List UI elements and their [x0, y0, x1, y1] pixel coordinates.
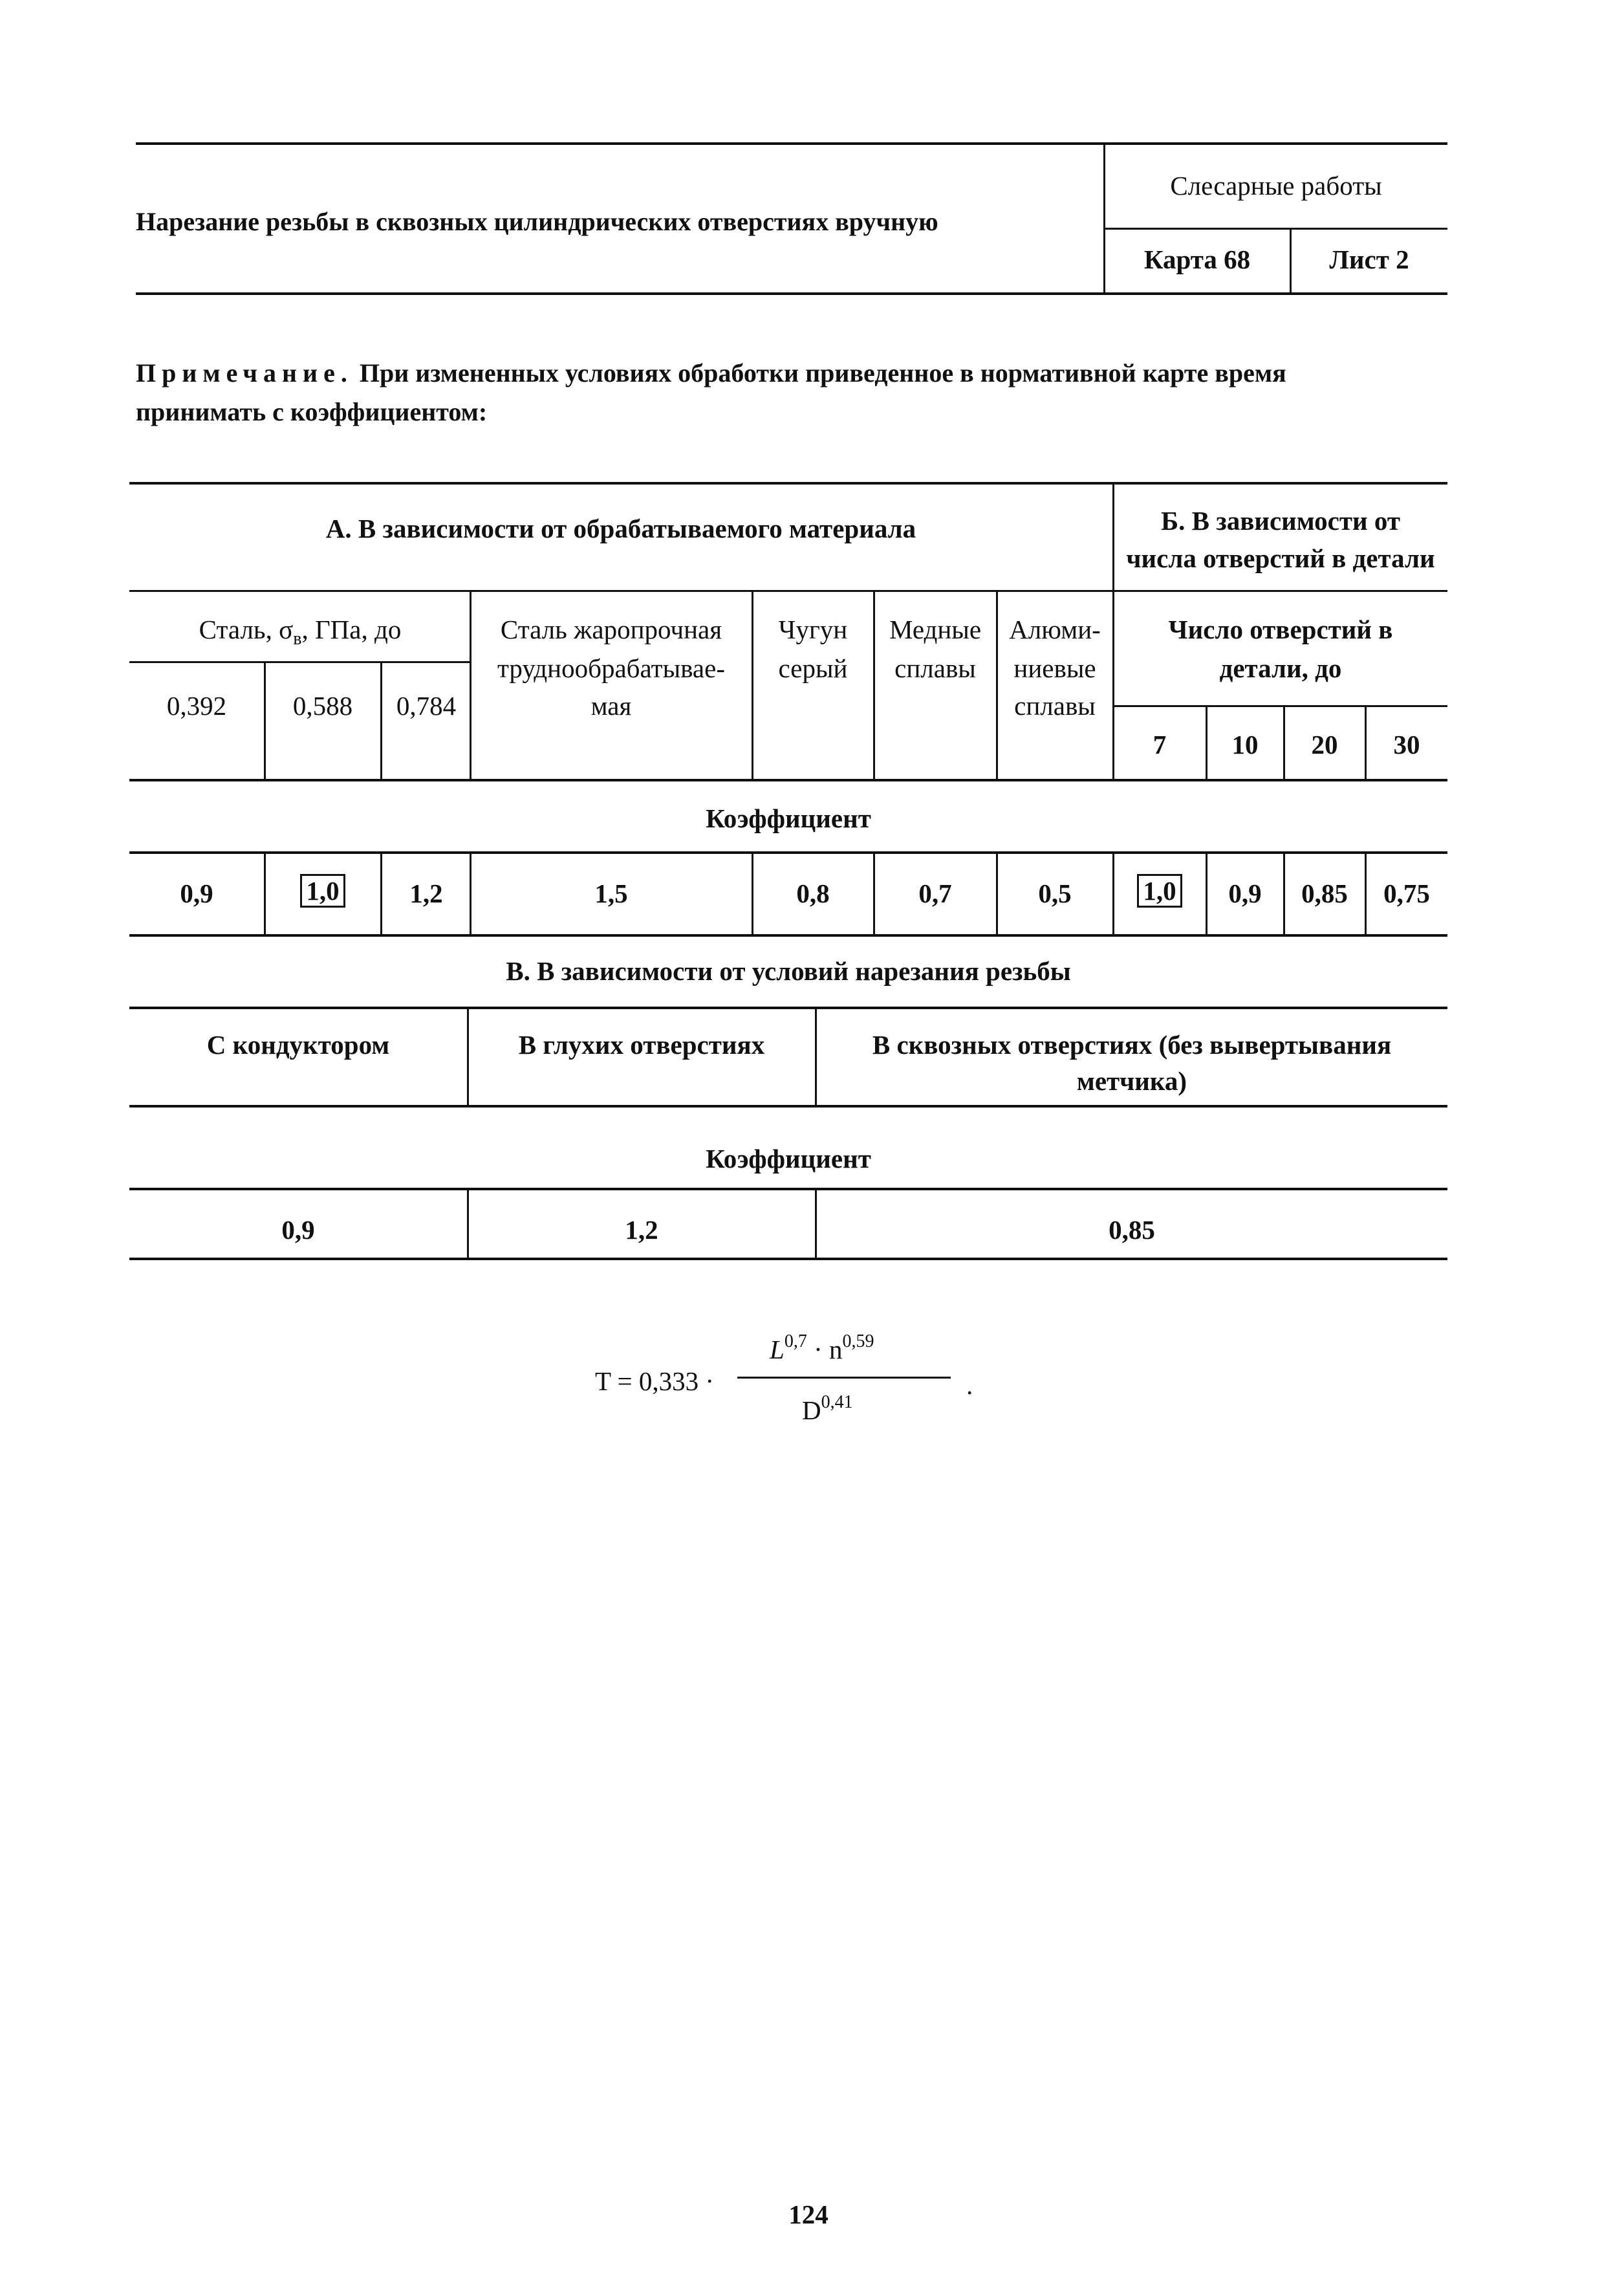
coef-holes-7	[1114, 875, 1206, 908]
steel-value-1: 0,392	[166, 691, 227, 721]
table1-top-rule	[129, 482, 1447, 485]
table2-value-blind: 1,2	[625, 1215, 658, 1245]
formula-var-d: D	[802, 1395, 821, 1425]
table1-steel-rule	[129, 661, 471, 663]
heat-steel-line-1: Сталь жаропрочная	[500, 615, 722, 644]
formula-exp-d: 0,41	[821, 1392, 853, 1412]
coef-steel-0392: 0,9	[180, 879, 213, 908]
header-top-rule	[136, 142, 1447, 145]
copper-line-1: Медные	[889, 615, 982, 644]
formula-fraction-bar	[737, 1377, 951, 1379]
copper-line-2: сплавы	[894, 653, 976, 683]
table1-header-bottom-rule	[129, 779, 1447, 781]
heat-steel-line-2: труднообрабатывае-	[497, 653, 725, 683]
highlight-box: 1,0	[1137, 874, 1182, 908]
highlight-box: 1,0	[300, 874, 345, 908]
table2-bottom-rule	[129, 1258, 1447, 1260]
sheet-number: Лист 2	[1329, 245, 1409, 274]
formula-dot: ·	[814, 1335, 823, 1364]
table1-holes-rule	[1114, 705, 1447, 707]
table2-top-rule	[129, 1007, 1447, 1009]
heat-steel-line-3: мая	[590, 691, 632, 721]
table2-col-through-1: В сквозных отверстиях (без вывертывания	[872, 1030, 1392, 1060]
section-b-heading-1: Б. В зависимости от	[1161, 506, 1400, 536]
steel-value-2: 0,588	[292, 691, 353, 721]
header-bottom-rule	[136, 292, 1447, 295]
section-a-heading: А. В зависимости от обрабатываемого материала	[325, 514, 916, 543]
coef-alu: 0,5	[1038, 879, 1072, 908]
table2-coef-rule	[129, 1188, 1447, 1190]
holes-value-10: 10	[1231, 730, 1259, 759]
coef-holes-10: 0,9	[1228, 879, 1262, 908]
formula-var-l: L	[770, 1335, 785, 1364]
table2-col-conductor: С кондуктором	[206, 1030, 390, 1060]
holes-heading-2: детали, до	[1219, 653, 1342, 683]
note-text-1: При измененных условиях обработки приведенное в нормативной карте время	[359, 358, 1286, 387]
table1-section-rule	[129, 590, 1447, 592]
table2-header-rule	[129, 1105, 1447, 1108]
coef-steel-0784: 1,2	[409, 879, 443, 908]
table2-title: В. В зависимости от условий нарезания резьбы	[506, 956, 1071, 986]
note-line-2: принимать с коэффициентом:	[136, 397, 488, 426]
steel-heading: Сталь, $\sigma_в$, ГПа, до	[199, 615, 402, 649]
coef-cast-iron: 0,8	[796, 879, 830, 908]
steel-value-3: 0,784	[396, 691, 457, 721]
section-b-heading-2: числа отверстий в детали	[1126, 543, 1435, 573]
table2-coef-label: Коэффициент	[706, 1144, 871, 1173]
table1-coef-rule	[129, 851, 1447, 854]
table2-col-blind: В глухих отверстиях	[518, 1030, 765, 1060]
coef-holes-20: 0,85	[1301, 879, 1348, 908]
note-line-1	[136, 357, 1286, 389]
holes-value-30: 30	[1393, 730, 1420, 759]
holes-heading-1: Число отверстий в	[1168, 615, 1393, 644]
holes-value-20: 20	[1311, 730, 1338, 759]
alu-line-2: ниевые	[1013, 653, 1096, 683]
formula-end: .	[966, 1370, 973, 1400]
note-label: Примечание.	[136, 358, 353, 387]
formula-exp-n: 0,59	[842, 1331, 874, 1351]
cast-iron-line-1: Чугун	[778, 615, 848, 644]
header-mid-rule	[1103, 228, 1447, 230]
coef-steel-0588	[265, 875, 380, 908]
table1-bottom-rule	[129, 934, 1447, 937]
coef-heat-steel: 1,5	[594, 879, 628, 908]
coef-copper: 0,7	[918, 879, 952, 908]
card-number: Карта 68	[1143, 245, 1251, 274]
holes-value-7: 7	[1153, 730, 1167, 759]
coef-holes-30: 0,75	[1383, 879, 1430, 908]
table1-coef-label: Коэффициент	[706, 803, 871, 833]
alu-line-3: сплавы	[1014, 691, 1096, 721]
alu-line-1: Алюми-	[1009, 615, 1101, 644]
formula-var-n: n	[828, 1335, 843, 1364]
table2-value-conductor: 0,9	[281, 1215, 315, 1245]
formula-lhs: T = 0,333 ·	[595, 1366, 715, 1396]
formula-denominator	[802, 1391, 853, 1427]
document-title: Нарезание резьбы в сквозных цилиндрических отверстиях вручную	[136, 207, 938, 236]
formula-numerator	[770, 1330, 874, 1366]
work-category: Слесарные работы	[1170, 171, 1382, 201]
cast-iron-line-2: серый	[778, 653, 848, 683]
formula-exp-l: 0,7	[784, 1331, 807, 1351]
table2-value-through: 0,85	[1109, 1215, 1155, 1245]
table2-col-through-2: метчика)	[1076, 1066, 1187, 1096]
page-number: 124	[788, 2199, 828, 2229]
